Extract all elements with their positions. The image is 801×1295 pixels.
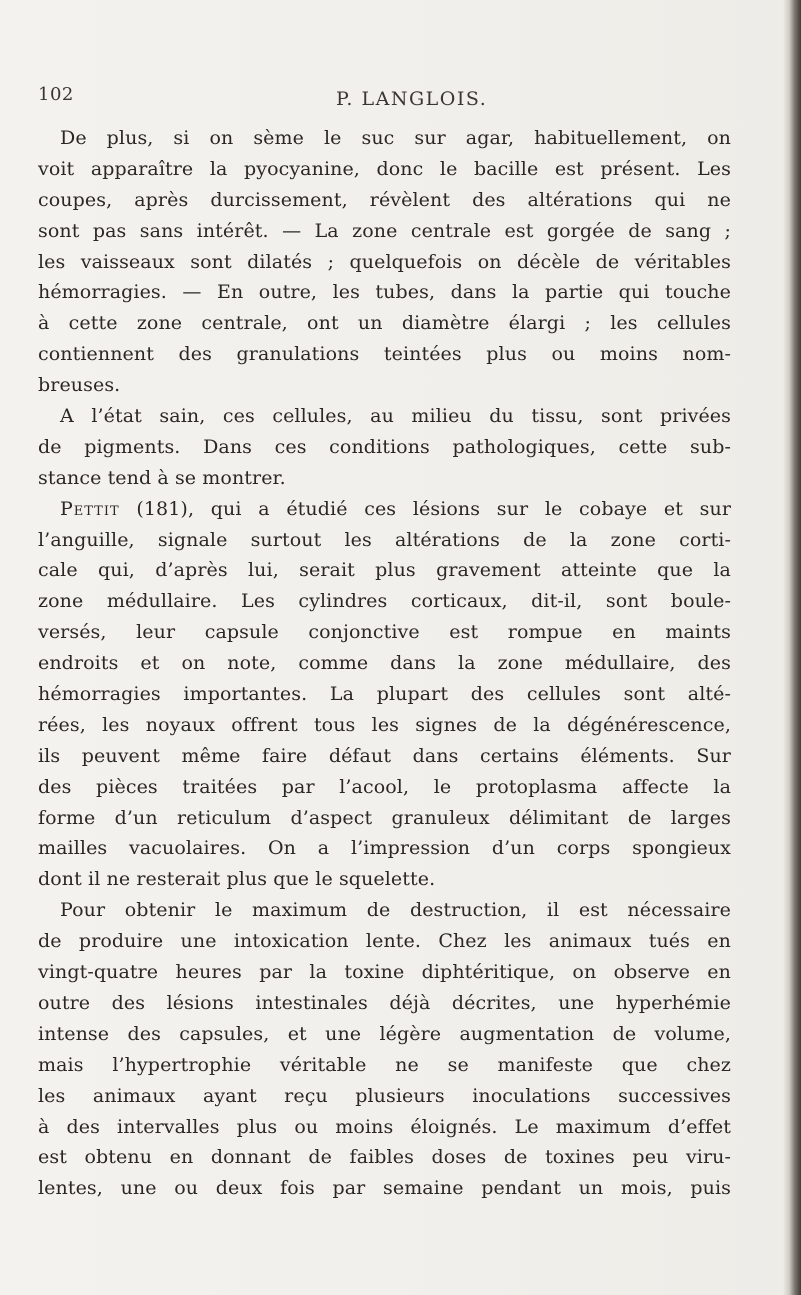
text-line: vingt-quatre heures par la toxine diphtéritique, on observe en <box>38 961 731 984</box>
text-line: à des intervalles plus ou moins éloignés. Le maximum d’effet <box>38 1115 731 1138</box>
text-line: stance tend à se montrer. <box>38 466 286 489</box>
text-line: des pièces traitées par l’acool, le protoplasma affecte la <box>38 775 731 798</box>
text-line: forme d’un reticulum d’aspect granuleux délimitant de larges <box>38 806 731 829</box>
text-fragment: (181), qui a étudié ces lésions sur le cobaye et sur <box>136 497 731 520</box>
text-line: lentes, une ou deux fois par semaine pendant un mois, puis <box>38 1177 731 1200</box>
text-line: coupes, après durcissement, révèlent des altérations qui ne <box>38 188 731 211</box>
text-line: cale qui, d’après lui, serait plus gravement atteinte que la <box>38 559 731 582</box>
text-line: contiennent des granulations teintées plus ou moins nom- <box>38 343 731 366</box>
text-line: intense des capsules, et une légère augmentation de volume, <box>38 1022 731 1045</box>
running-head: P. LANGLOIS. <box>336 88 488 110</box>
text-line: rées, les noyaux offrent tous les signes de la dégénérescence, <box>38 713 731 736</box>
text-line: sont pas sans intérêt. — La zone centrale est gorgée de sang ; <box>38 219 731 242</box>
author-name: Pettit <box>60 497 120 520</box>
text-line-with-author <box>38 494 731 525</box>
text-line: voit apparaître la pyocyanine, donc le bacille est présent. Les <box>38 157 731 180</box>
text-line: les vaisseaux sont dilatés ; quelquefois on décèle de véritables <box>38 250 731 273</box>
text-line: De plus, si on sème le suc sur agar, habituellement, on <box>60 127 731 149</box>
text-line: A l’état sain, ces cellules, au milieu du tissu, sont privées <box>60 405 731 428</box>
text-line: endroits et on note, comme dans la zone médullaire, des <box>38 652 731 675</box>
text-line: de produire une intoxication lente. Chez les animaux tués en <box>38 930 731 953</box>
page-edge-shadow <box>783 0 801 1295</box>
text-line: mais l’hypertrophie véritable ne se manifeste que chez <box>38 1053 731 1076</box>
text-line: les animaux ayant reçu plusieurs inoculations successives <box>38 1084 731 1107</box>
text-line: de pigments. Dans ces conditions pathologiques, cette sub- <box>38 435 731 458</box>
text-line: versés, leur capsule conjonctive est rompue en maints <box>38 621 731 644</box>
text-line: hémorragies. — En outre, les tubes, dans la partie qui touche <box>38 281 731 304</box>
text-line: à cette zone centrale, ont un diamètre élargi ; les cellules <box>38 312 731 335</box>
text-line: est obtenu en donnant de faibles doses de toxines peu viru- <box>38 1146 731 1169</box>
text-line: breuses. <box>38 374 121 397</box>
text-line: outre des lésions intestinales déjà décrites, une hyperhémie <box>38 991 731 1014</box>
page-number: 102 <box>38 84 74 105</box>
text-line: ils peuvent même faire défaut dans certains éléments. Sur <box>38 744 731 767</box>
body-text <box>38 123 731 1204</box>
text-line: zone médullaire. Les cylindres corticaux, dit-il, sont boule- <box>38 590 731 613</box>
text-line: l’anguille, signale surtout les altérations de la zone corti- <box>38 528 731 551</box>
page-header <box>0 78 801 118</box>
text-line: mailles vacuolaires. On a l’impression d’un corps spongieux <box>38 837 731 860</box>
text-line: dont il ne resterait plus que le squelette. <box>38 868 436 891</box>
text-line: hémorragies importantes. La plupart des cellules sont alté- <box>38 683 731 706</box>
text-line: Pour obtenir le maximum de destruction, il est nécessaire <box>60 899 731 922</box>
